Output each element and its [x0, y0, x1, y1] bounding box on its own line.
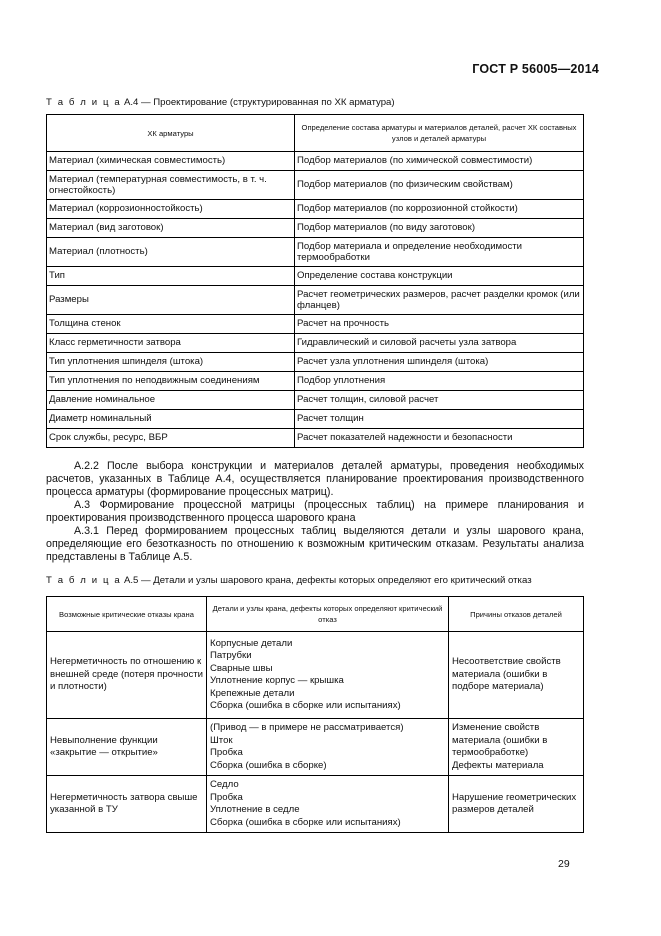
- table-cell: Тип уплотнения шпинделя (штока): [47, 353, 295, 372]
- table-row: [47, 200, 584, 219]
- paragraph: А.3 Формирование процессной матрицы (процессных таблиц) на примере планирования и проектирования производственного процесса шарового крана: [46, 499, 584, 524]
- table-cell: Подбор материалов (по физическим свойствам): [295, 171, 584, 200]
- cause-item: Нарушение геометрических размеров деталей: [452, 791, 577, 815]
- table-cell: Материал (температурная совместимость, в т. ч. огнестойкость): [47, 171, 295, 200]
- part-item: Патрубки: [210, 650, 252, 661]
- table-row: [47, 391, 584, 410]
- table-cell: Тип уплотнения по неподвижным соединениям: [47, 372, 295, 391]
- parts-cell: [207, 776, 449, 833]
- column-header: Определение состава арматуры и материалов деталей, расчет ХК составных узлов и деталей арматуры: [295, 115, 584, 152]
- table-header-row: [47, 597, 584, 632]
- cause-item: Несоответствие свойств материала (ошибки в подборе материала): [452, 656, 561, 693]
- caption-text: А.4 — Проектирование (структурированная по ХК арматура): [121, 97, 395, 108]
- table-cell: Давление номинальное: [47, 391, 295, 410]
- table-cell: Тип: [47, 267, 295, 286]
- part-item: Уплотнение в седле: [210, 804, 300, 815]
- table-cell: Материал (химическая совместимость): [47, 152, 295, 171]
- part-item: Сборка (ошибка в сборке или испытаниях): [210, 816, 401, 828]
- part-item: (Привод — в примере не рассматривается): [210, 722, 404, 733]
- table-cell: Толщина стенок: [47, 315, 295, 334]
- table-cell: Материал (плотность): [47, 238, 295, 267]
- part-item: Уплотнение корпус — крышка: [210, 675, 344, 686]
- table-cell: Материал (коррозионностойкость): [47, 200, 295, 219]
- failure-cell: Невыполнение функции «закрытие — открытие»: [47, 719, 207, 776]
- caption-prefix: Т а б л и ц а: [46, 97, 122, 108]
- table-cell: Материал (вид заготовок): [47, 219, 295, 238]
- table-row: [47, 171, 584, 200]
- table-cell: Подбор материалов (по химической совместимости): [295, 152, 584, 171]
- table-cell: Подбор материала и определение необходимости термообработки: [295, 238, 584, 267]
- part-item: Корпусные детали: [210, 637, 293, 649]
- table-row: [47, 353, 584, 372]
- table-cell: Подбор материалов (по коррозионной стойкости): [295, 200, 584, 219]
- table-cell: Подбор материалов (по виду заготовок): [295, 219, 584, 238]
- column-header: Возможные критические отказы крана: [47, 597, 207, 632]
- failure-cell: Негерметичность по отношению к внешней среде (потеря прочности и плотности): [47, 632, 207, 719]
- part-item: Пробка: [210, 747, 243, 758]
- parts-cell: [207, 719, 449, 776]
- part-item: Сварные швы: [210, 662, 273, 674]
- table-row: [47, 372, 584, 391]
- table-row: [47, 238, 584, 267]
- table-cell: Расчет толщин: [295, 410, 584, 429]
- table-cell: Гидравлический и силовой расчеты узла затвора: [295, 334, 584, 353]
- table-cell: Расчет геометрических размеров, расчет разделки кромок (или фланцев): [295, 286, 584, 315]
- causes-cell: [449, 632, 584, 719]
- paragraph: А.2.2 После выбора конструкции и материалов деталей арматуры, проведения необходимых расчетов, указанных в Таблице А.4, осуществляется планирование проектирования производственного процесса арматуры (формирование процессных матриц).: [46, 460, 584, 498]
- failure-cell: Негерметичность затвора свыше указанной в ТУ: [47, 776, 207, 833]
- table-row: [47, 267, 584, 286]
- part-item: Сборка (ошибка в сборке): [210, 759, 327, 771]
- parts-cell: [207, 632, 449, 719]
- column-header: Детали и узлы крана, дефекты которых определяют критический отказ: [207, 597, 449, 632]
- table-cell: Размеры: [47, 286, 295, 315]
- table-a4: [46, 114, 584, 448]
- table-row: [47, 219, 584, 238]
- part-item: Пробка: [210, 791, 243, 803]
- table-row: [47, 776, 584, 833]
- table-cell: Диаметр номинальный: [47, 410, 295, 429]
- table-row: [47, 429, 584, 448]
- table-row: [47, 152, 584, 171]
- table-a5-caption: [46, 575, 532, 586]
- part-item: Крепежные детали: [210, 687, 295, 699]
- table-cell: Класс герметичности затвора: [47, 334, 295, 353]
- part-item: Сборка (ошибка в сборке или испытаниях): [210, 700, 401, 711]
- table-row: [47, 286, 584, 315]
- caption-text: А.5 — Детали и узлы шарового крана, дефекты которых определяют его критический отказ: [121, 575, 532, 586]
- caption-prefix: Т а б л и ц а: [46, 575, 122, 586]
- body-text: [46, 460, 584, 564]
- table-cell: Подбор уплотнения: [295, 372, 584, 391]
- paragraph: А.3.1 Перед формированием процессных таблиц выделяются детали и узлы шарового крана, определяющие его безотказность по отношению к возможным критическим отказам. Результаты анализа представлены в Таблице А.5.: [46, 525, 584, 563]
- causes-cell: [449, 776, 584, 833]
- table-row: [47, 334, 584, 353]
- table-cell: Определение состава конструкции: [295, 267, 584, 286]
- table-row: [47, 719, 584, 776]
- part-item: Седло: [210, 779, 239, 790]
- table-a4-caption: [46, 97, 395, 108]
- table-cell: Расчет показателей надежности и безопасности: [295, 429, 584, 448]
- cause-item: Изменение свойств материала (ошибки в термообработке): [452, 722, 548, 758]
- table-row: [47, 315, 584, 334]
- table-cell: Расчет на прочность: [295, 315, 584, 334]
- table-row: [47, 410, 584, 429]
- table-cell: Расчет узла уплотнения шпинделя (штока): [295, 353, 584, 372]
- table-row: [47, 632, 584, 719]
- column-header: Причины отказов деталей: [449, 597, 584, 632]
- part-item: Шток: [210, 734, 233, 746]
- causes-cell: [449, 719, 584, 776]
- column-header: ХК арматуры: [47, 115, 295, 152]
- page-number: 29: [558, 858, 570, 870]
- table-a5: [46, 596, 584, 833]
- standard-number: ГОСТ Р 56005—2014: [472, 62, 599, 76]
- table-cell: Срок службы, ресурс, ВБР: [47, 429, 295, 448]
- table-cell: Расчет толщин, силовой расчет: [295, 391, 584, 410]
- cause-item: Дефекты материала: [452, 759, 544, 771]
- table-header-row: [47, 115, 584, 152]
